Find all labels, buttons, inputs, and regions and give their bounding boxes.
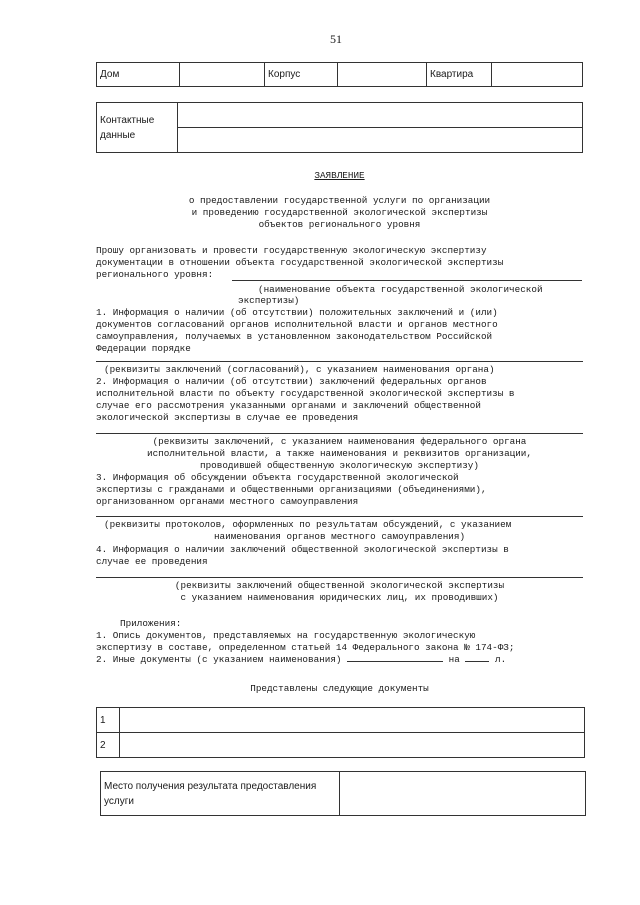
contacts-label-line2: данные xyxy=(100,129,136,141)
hint-p3-2: наименования органов местного самоуправления) xyxy=(213,531,466,542)
document-row-number: 2 xyxy=(97,733,120,758)
document-row-field[interactable] xyxy=(120,733,585,758)
p2-fill-line[interactable] xyxy=(96,433,583,434)
intro-line-3: регионального уровня: xyxy=(96,269,214,280)
attachment-1-line-2: экспертизу в составе, определенном статьей 14 Федерального закона № 174-ФЗ; xyxy=(96,642,515,653)
statement-subtitle-1: о предоставлении государственной услуги по организации xyxy=(188,195,491,206)
statement-subtitle-2: и проведению государственной экологической экспертизы xyxy=(191,207,488,218)
attachment-2-name-blank[interactable] xyxy=(347,661,443,662)
hint-p2-1: (реквизиты заключений, с указанием наименования федерального органа xyxy=(152,436,527,447)
document-row-number: 1 xyxy=(97,708,120,733)
hint-p2-3: проводившей общественную экологическую экспертизу) xyxy=(200,460,479,471)
attachments-heading: Приложения: xyxy=(120,618,182,629)
documents-table xyxy=(96,707,585,758)
object-name-line[interactable] xyxy=(232,280,582,281)
hint-object-2: экспертизы) xyxy=(238,295,300,306)
p1-line-2: документов согласований органов исполнительной власти и органов местного xyxy=(96,319,498,330)
hint-p2-2: исполнительной власти, а также наименования и реквизитов организации, xyxy=(147,448,532,459)
attachment-2-text: 2. Иные документы (с указанием наименования) xyxy=(96,654,342,665)
p4-line-2: случае ее проведения xyxy=(96,556,208,567)
apartment-label: Квартира xyxy=(427,63,492,87)
hint-p3-1: (реквизиты протоколов, оформленных по результатам обсуждений, с указанием xyxy=(104,519,512,530)
documents-heading: Представлены следующие документы xyxy=(250,683,429,694)
intro-line-2: документации в отношении объекта государственной экологической экспертизы xyxy=(96,257,504,268)
contacts-table xyxy=(96,102,583,153)
p3-line-2: экспертизы с гражданами и общественными организациями (объединениями), xyxy=(96,484,487,495)
hint-p1: (реквизиты заключений (согласований), с указанием наименования органа) xyxy=(104,364,495,375)
contacts-field-2[interactable] xyxy=(178,128,583,153)
attachment-2-sheets-blank[interactable] xyxy=(465,661,489,662)
contacts-field-1[interactable] xyxy=(178,103,583,128)
result-field[interactable] xyxy=(340,772,586,816)
p4-line-1: 4. Информация о наличии заключений общественной экологической экспертизы в xyxy=(96,544,509,555)
p1-line-1: 1. Информация о наличии (об отсутствии) положительных заключений и (или) xyxy=(96,307,498,318)
p1-line-3: самоуправления, получаемых в установленном законодательством Российской xyxy=(96,331,493,342)
statement-title: ЗАЯВЛЕНИЕ xyxy=(314,170,365,181)
house-field[interactable] xyxy=(180,63,265,87)
p3-fill-line[interactable] xyxy=(96,516,583,517)
hint-p4-1: (реквизиты заключений общественной экологической экспертизы xyxy=(174,580,505,591)
p2-line-3: случае его рассмотрения указанными органами и заключений общественной xyxy=(96,400,481,411)
result-table xyxy=(100,771,586,816)
result-label-line2: услуги xyxy=(104,795,134,807)
contacts-label xyxy=(97,103,178,153)
apartment-field[interactable] xyxy=(492,63,583,87)
p4-fill-line[interactable] xyxy=(96,577,583,578)
p1-fill-line[interactable] xyxy=(96,361,583,362)
p3-line-3: организованном органами местного самоуправления xyxy=(96,496,359,507)
statement-subtitle-3: объектов регионального уровня xyxy=(258,219,421,230)
contacts-label-line1: Контактные xyxy=(100,114,155,126)
document-row-field[interactable] xyxy=(120,708,585,733)
result-label-line1: Место получения результата предоставления xyxy=(104,780,317,792)
result-label xyxy=(101,772,340,816)
p2-line-1: 2. Информация о наличии (об отсутствии) заключений федеральных органов xyxy=(96,376,487,387)
house-label: Дом xyxy=(97,63,180,87)
attachment-2-on: на xyxy=(448,654,460,665)
p3-line-1: 3. Информация об обсуждении объекта государственной экологической xyxy=(96,472,459,483)
document-row xyxy=(97,733,585,758)
building-field[interactable] xyxy=(338,63,427,87)
hint-p4-2: с указанием наименования юридических лиц, их проводивших) xyxy=(180,592,499,603)
p2-line-2: исполнительной власти по объекту государственной экологической экспертизы в xyxy=(96,388,515,399)
p1-line-4: Федерации порядке xyxy=(96,343,191,354)
hint-object-1: (наименование объекта государственной экологической xyxy=(258,284,543,295)
document-row xyxy=(97,708,585,733)
intro-line-1: Прошу организовать и провести государственную экологическую экспертизу xyxy=(96,245,487,256)
attachment-2-sheets-label: л. xyxy=(495,654,507,665)
attachment-1-line-1: 1. Опись документов, представляемых на государственную экологическую xyxy=(96,630,476,641)
page-number: 51 xyxy=(330,32,342,46)
attachment-2 xyxy=(96,654,506,665)
p2-line-4: экологической экспертизы в случае ее проведения xyxy=(96,412,359,423)
address-table xyxy=(96,62,583,87)
building-label: Корпус xyxy=(265,63,338,87)
